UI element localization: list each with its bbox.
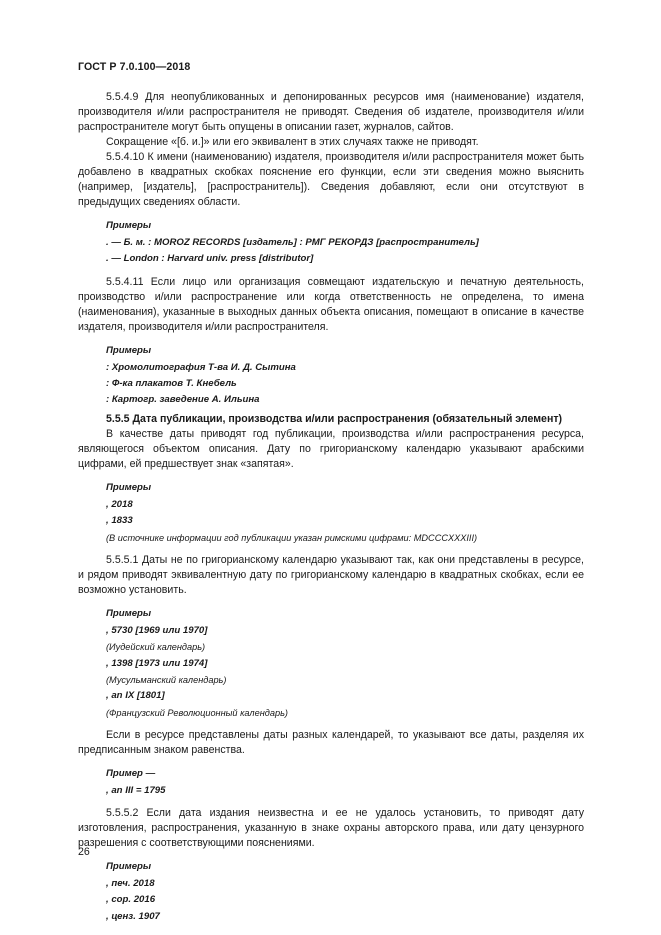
example-item: , 2018 xyxy=(106,499,133,511)
example-item: , an III = 1795 xyxy=(106,784,166,796)
page-number: 26 xyxy=(78,846,90,858)
paragraph-5-5-4-9: 5.5.4.9 Для неопубликованных и депонированных ресурсов имя (наименование) издателя, производителя и/или распространителя не приводят. Сведения об издателе, производителя и/или распространителе могут быть опущены в описании газет, журналов, сайтов. xyxy=(78,91,584,133)
example-item: : Хромолитография Т-ва И. Д. Сытина xyxy=(106,361,296,373)
paragraph-5-5-5-2: 5.5.5.2 Если дата издания неизвестна и ее не удалось установить, то приводят дату изготовления, распространения, указанную в знаке охраны авторского права, или дату цензурного разрешения с соответствующими пояснениями. xyxy=(78,807,584,850)
example-note: (В источнике информации год публикации указан римскими цифрами: MDCCCXXXIII) xyxy=(106,532,478,543)
examples-block-3 xyxy=(78,481,584,545)
paragraph-5-5-5: В качестве даты приводят год публикации, производства и/или распространения ресурса, являющегося объектом описания. Дату по григорианскому календарю указывают арабскими цифрами, ей предшествует знак «запятая». xyxy=(78,428,584,471)
example-item: , 1398 [1973 или 1974] xyxy=(106,657,208,669)
example-item: , 1833 xyxy=(106,515,133,527)
example-item: , an IX [1801] xyxy=(106,690,165,702)
example-item: , ценз. 1907 xyxy=(106,910,160,922)
paragraph-5-5-5-1: 5.5.5.1 Даты не по григорианскому календарю указывают так, как они представлены в ресурсе, и рядом приводят эквивалентную дату по григорианскому календарю в квадратных скобках, если ее возможно установить. xyxy=(78,554,584,597)
paragraph-multiple-calendars: Если в ресурсе представлены даты разных календарей, то указывают все даты, разделяя их предписанным знаком равенства. xyxy=(78,728,584,756)
examples-block-2 xyxy=(78,344,584,408)
example-note: (Мусульманский календарь) xyxy=(106,674,227,685)
examples-block-4 xyxy=(78,607,584,719)
document-header: ГОСТ Р 7.0.100—2018 xyxy=(78,61,191,73)
example-item: : Ф-ка плакатов Т. Кнебель xyxy=(106,377,237,389)
page-content xyxy=(78,90,584,926)
examples-title: Примеры xyxy=(106,482,152,494)
example-item: : Картогр. заведение А. Ильина xyxy=(106,394,260,406)
example-item: , 5730 [1969 или 1970] xyxy=(106,625,208,637)
example-note: (Французский Революционный календарь) xyxy=(106,707,288,718)
example-note: (Иудейский календарь) xyxy=(106,642,206,653)
section-heading-5-5-5: 5.5.5 Дата публикации, производства и/или распространения (обязательный элемент) xyxy=(106,413,563,426)
examples-title: Примеры xyxy=(106,608,152,620)
example-item: . — Б. м. : MOROZ RECORDS [издатель] : РМГ РЕКОРДЗ [распространитель] xyxy=(106,237,479,248)
examples-title: Примеры xyxy=(106,220,152,231)
example-item: . — London : Harvard univ. press [distributor] xyxy=(106,253,314,265)
examples-block-6 xyxy=(78,860,584,924)
examples-block-1 xyxy=(78,219,584,266)
paragraph-abbreviation: Сокращение «[б. и.]» или его эквивалент в этих случаях также не приводят. xyxy=(106,136,479,148)
examples-title: Пример — xyxy=(106,767,156,779)
paragraph-5-5-4-10: 5.5.4.10 К имени (наименованию) издателя, производителя и/или распространителя может быть добавлено в квадратных скобках пояснение его функции, если эти сведения можно выяснить (например, [издатель], [распространитель]). Сведения добавляют, если они отсутствуют в предыдущих сведениях области. xyxy=(78,151,584,208)
example-item: , печ. 2018 xyxy=(106,878,155,890)
examples-title: Примеры xyxy=(106,344,152,356)
example-item: , cop. 2016 xyxy=(106,894,156,906)
examples-title: Примеры xyxy=(106,861,152,873)
examples-block-5 xyxy=(78,767,584,798)
paragraph-5-5-4-11: 5.5.4.11 Если лицо или организация совмещают издательскую и печатную деятельность, производство и/или распространение или когда ответственность не определена, то имена (наименования), указанные в выходных данных объекта описания, помещают в описание в качестве издателя, производителя и/или распространителя. xyxy=(78,275,584,333)
